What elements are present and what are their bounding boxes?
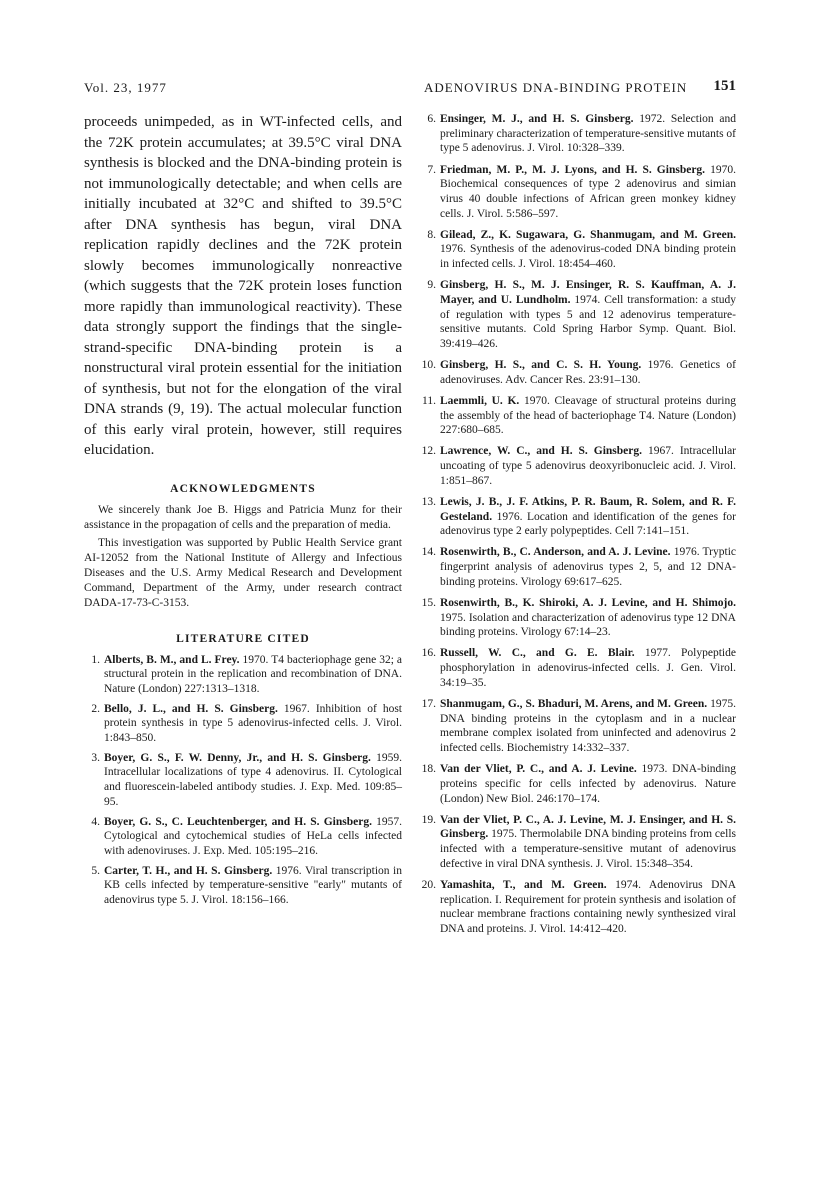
body-paragraph: proceeds unimpeded, as in WT-infected cells, and the 72K protein accumulates; at 39.5°C viral DNA synthesis is blocked and the DNA-binding protein is not immunologically detectable; and when cells are initially incubated at 32°C and shifted to 39.5°C after DNA synthesis has begun, viral DNA replication rapidly declines and the 72K protein slowly becomes immunologically nonreactive (which suggests that the 72K protein loses function more rapidly than immunological reactivity). These data strongly support the findings that the single-strand-specific DNA-binding protein is a nonstructural viral protein essential for the initiation of synthesis, but not for the elongation of the viral DNA strands (9, 19). The actual molecular function of this early viral protein, however, still requires elucidation. xyxy=(84,114,402,458)
reference-text: 1975. Isolation and characterization of adenovirus type 12 DNA binding proteins. Virology 67:14–23. xyxy=(440,611,736,639)
reference-number: 4. xyxy=(91,815,100,828)
reference-authors: Laemmli, U. K. xyxy=(440,394,520,407)
reference-number: 16. xyxy=(421,647,436,660)
reference-number: 18. xyxy=(421,763,436,776)
reference-text: 1976. Tryptic fingerprint analysis of adenovirus types 2, 5, and 12 DNA-binding proteins. Virology 69:617–625. xyxy=(440,546,737,588)
reference-text: 1967. Intracellular uncoating of type 5 adenovirus deoxyribonucleic acid. J. Virol. 1:851–867. xyxy=(440,445,737,487)
reference-item xyxy=(420,813,736,872)
reference-text: 1970. T4 bacteriophage gene 32; a structural protein in the replication and recombination of DNA. Nature (London) 227:1313–1318. xyxy=(104,653,402,695)
reference-authors: Ginsberg, H. S., M. J. Ensinger, R. S. Kauffman, A. J. Mayer, and U. Lundholm. xyxy=(440,279,736,306)
reference-number: 15. xyxy=(421,596,436,609)
reference-item xyxy=(84,653,402,697)
reference-item xyxy=(420,762,736,806)
literature-cited-heading: LITERATURE CITED xyxy=(176,632,310,645)
reference-text: 1957. Cytological and cytochemical studies of HeLa cells infected with adenoviruses. J. Exp. Med. 105:195–216. xyxy=(104,815,402,857)
reference-number: 7. xyxy=(427,163,436,176)
reference-text: 1970. Biochemical consequences of type 2 adenovirus and simian virus 40 double infections of African green monkey kidney cells. J. Virol. 5:586–597. xyxy=(440,163,736,220)
reference-number: 5. xyxy=(91,864,100,877)
reference-authors: Carter, T. H., and H. S. Ginsberg. xyxy=(104,864,273,877)
reference-number: 14. xyxy=(421,546,436,559)
reference-list-right xyxy=(420,112,736,937)
reference-number: 13. xyxy=(421,495,436,508)
reference-item xyxy=(420,112,736,156)
reference-number: 10. xyxy=(421,359,436,372)
reference-number: 3. xyxy=(91,751,100,764)
reference-authors: Ensinger, M. J., and H. S. Ginsberg. xyxy=(440,113,634,125)
reference-authors: Lawrence, W. C., and H. S. Ginsberg. xyxy=(440,445,643,458)
reference-text: 1976. Viral transcription in KB cells infected by temperature-sensitive "early" mutants of adenovirus type 5. J. Virol. 18:156–166. xyxy=(104,864,402,907)
reference-item xyxy=(84,702,402,746)
reference-authors: Yamashita, T., and M. Green. xyxy=(440,878,607,891)
reference-item xyxy=(420,878,736,937)
running-title: ADENOVIRUS DNA-BINDING PROTEIN xyxy=(424,80,688,95)
reference-number: 1. xyxy=(91,653,100,666)
reference-text: 1975. Thermolabile DNA binding proteins from cells infected with a temperature-sensitive mutant of adenovirus defective in viral DNA synthesis. J. Virol. 15:348–354. xyxy=(440,828,736,870)
reference-number: 2. xyxy=(91,702,100,715)
reference-text: 1976. Location and identification of the genes for adenovirus type 2 early polypeptides. Cell 7:141–151. xyxy=(440,510,737,538)
reference-authors: Alberts, B. M., and L. Frey. xyxy=(104,653,240,666)
reference-number: 17. xyxy=(421,697,436,710)
reference-item xyxy=(84,864,402,908)
reference-authors: Shanmugam, G., S. Bhaduri, M. Arens, and M. Green. xyxy=(440,697,708,710)
funding-paragraph: This investigation was supported by Public Health Service grant AI-12052 from the National Institute of Allergy and Infectious Diseases and the U.S. Army Medical Research and Development Command, Department of the Army, under research contract DADA-17-73-C-3153. xyxy=(84,536,402,609)
reference-item xyxy=(420,646,736,690)
reference-item xyxy=(420,697,736,756)
reference-item xyxy=(420,444,736,488)
page-header xyxy=(84,80,736,102)
reference-number: 8. xyxy=(427,228,436,241)
reference-authors: Rosenwirth, B., K. Shiroki, A. J. Levine, and H. Shimojo. xyxy=(440,596,736,609)
reference-item xyxy=(420,278,736,352)
reference-text: 1974. Adenovirus DNA replication. I. Requirement for protein synthesis and isolation of nuclear membrane fractions containing newly synthesized viral DNA and proteins. J. Virol. 14:412–420. xyxy=(440,878,736,935)
reference-authors: Van der Vliet, P. C., and A. J. Levine. xyxy=(440,763,637,776)
right-column xyxy=(420,112,736,943)
reference-authors: Gilead, Z., K. Sugawara, G. Shanmugam, and M. Green. xyxy=(440,228,736,241)
reference-text: 1976. Genetics of adenoviruses. Adv. Cancer Res. 23:91–130. xyxy=(440,359,736,386)
reference-text: 1972. Selection and preliminary characterization of temperature-sensitive mutants of type 5 adenovirus. J. Virol. 10:328–339. xyxy=(440,113,737,155)
reference-item xyxy=(420,596,736,640)
reference-authors: Ginsberg, H. S., and C. S. H. Young. xyxy=(440,359,642,372)
reference-item xyxy=(420,228,736,272)
reference-item xyxy=(420,358,736,387)
reference-text: 1967. Inhibition of host protein synthesis in type 5 adenovirus-infected cells. J. Virol. 1:843–850. xyxy=(104,702,402,745)
reference-number: 20. xyxy=(421,878,436,891)
left-column xyxy=(84,112,402,913)
reference-number: 11. xyxy=(422,394,436,407)
reference-authors: Lewis, J. B., J. F. Atkins, P. R. Baum, R. Solem, and R. F. Gesteland. xyxy=(440,495,736,523)
reference-item xyxy=(420,545,736,589)
reference-authors: Van der Vliet, P. C., A. J. Levine, M. J. Ensinger, and H. S. Ginsberg. xyxy=(440,813,736,841)
reference-item xyxy=(84,751,402,810)
reference-text: 1975. DNA binding proteins in the cytoplasm and in a nuclear membrane complex isolated from uninfected and adenovirus 2 infected cells. Biochemistry 14:332–337. xyxy=(440,697,737,755)
reference-item xyxy=(420,163,736,222)
reference-authors: Rosenwirth, B., C. Anderson, and A. J. Levine. xyxy=(440,546,671,559)
reference-item xyxy=(84,815,402,859)
reference-text: 1977. Polypeptide phosphorylation in adenovirus-infected cells. J. Gen. Virol. 34:19–35. xyxy=(440,647,736,689)
reference-text: 1974. Cell transformation: a study of regulation with types 5 and 12 adenovirus temperature-sensitive mutants. Cold Spring Harbor Symp. Quant. Biol. 39:419–426. xyxy=(440,293,737,351)
reference-authors: Boyer, G. S., C. Leuchtenberger, and H. S. Ginsberg. xyxy=(104,815,372,828)
reference-authors: Friedman, M. P., M. J. Lyons, and H. S. Ginsberg. xyxy=(440,163,706,176)
reference-number: 6. xyxy=(427,113,436,125)
reference-text: 1970. Cleavage of structural proteins during the assembly of the head of bacteriophage T4. Nature (London) 227:680–685. xyxy=(440,394,737,437)
volume-label: Vol. 23, 1977 xyxy=(84,80,167,95)
page-number: 151 xyxy=(713,78,736,94)
reference-text: 1976. Synthesis of the adenovirus-coded DNA binding protein in infected cells. J. Virol. 18:454–460. xyxy=(440,243,736,271)
reference-authors: Boyer, G. S., F. W. Denny, Jr., and H. S. Ginsberg. xyxy=(104,751,371,764)
reference-number: 12. xyxy=(421,445,436,458)
reference-list-left xyxy=(84,653,402,908)
reference-number: 9. xyxy=(427,279,436,292)
reference-authors: Bello, J. L., and H. S. Ginsberg. xyxy=(104,702,278,715)
reference-text: 1973. DNA-binding proteins specific for cells infected by adenovirus. Nature (London) New Biol. 246:170–174. xyxy=(440,763,737,805)
reference-item xyxy=(420,394,736,438)
reference-item xyxy=(420,495,736,539)
acknowledgments-heading: ACKNOWLEDGMENTS xyxy=(170,482,316,495)
acknowledgment-paragraph: We sincerely thank Joe B. Higgs and Patricia Munz for their assistance in the propagation of cells and the preparation of media. xyxy=(84,503,402,531)
reference-number: 19. xyxy=(421,813,436,826)
reference-authors: Russell, W. C., and G. E. Blair. xyxy=(440,647,635,660)
reference-text: 1959. Intracellular localizations of type 4 adenovirus. II. Cytological and fluorescein-labeled antibody studies. J. Exp. Med. 109:85–95. xyxy=(104,751,402,808)
